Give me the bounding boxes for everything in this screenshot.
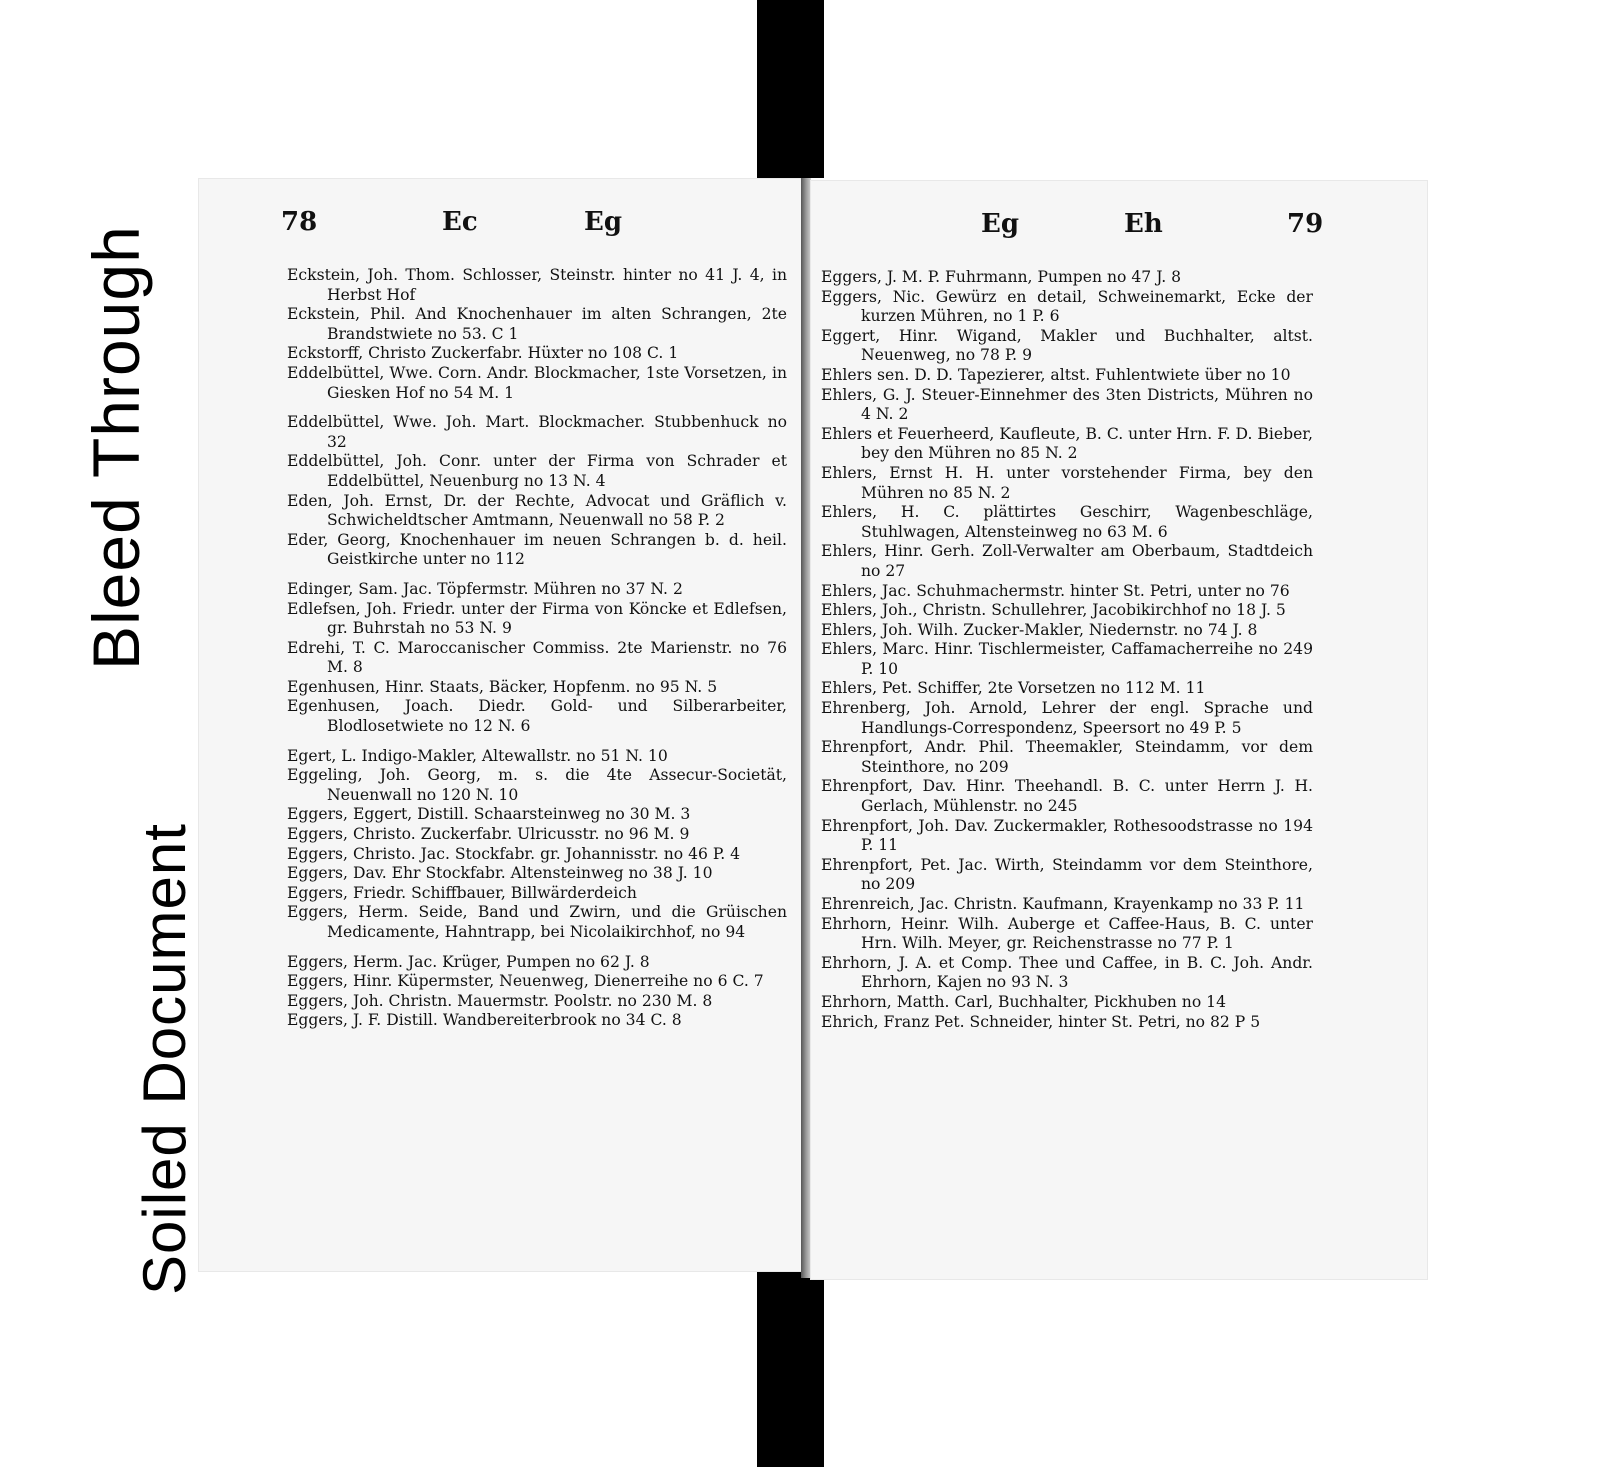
page-number-left: 78	[281, 207, 318, 237]
directory-entry: Eggers, Nic. Gewürz en detail, Schweinemarkt, Ecke der kurzen Mühren, no 1 P. 6	[821, 287, 1313, 326]
directory-entry: Ehrenreich, Jac. Christn. Kaufmann, Krayenkamp no 33 P. 11	[821, 895, 1305, 913]
directory-entry: Ehrenberg, Joh. Arnold, Lehrer der engl. Sprache und Handlungs-Correspondenz, Speersort no 49 P. 5	[821, 699, 1313, 737]
directory-entry: Eddelbüttel, Wwe. Corn. Andr. Blockmacher, 1ste Vorsetzen, in Giesken Hof no 54 M. 1	[287, 363, 787, 402]
directory-entry: Eggers, Herm. Jac. Krüger, Pumpen no 62 J. 8	[287, 952, 650, 971]
running-head-left-2: Eg	[584, 207, 622, 237]
directory-entry: Eggers, Herm. Seide, Band und Zwirn, und die Grüischen Medicamente, Hahntrapp, bei Nicolaikirchhof, no 94	[287, 903, 787, 941]
directory-entry: Ehrenpfort, Pet. Jac. Wirth, Steindamm vor dem Steinthore, no 209	[821, 855, 1313, 894]
directory-entry: Ehlers, G. J. Steuer-Einnehmer des 3ten Districts, Mühren no 4 N. 2	[821, 385, 1313, 424]
running-head-right-1: Eg	[981, 209, 1019, 239]
bleed-through-label: Bleed Through	[79, 225, 153, 670]
directory-entry: Edinger, Sam. Jac. Töpfermstr. Mühren no 37 N. 2	[287, 579, 683, 598]
directory-entry: Ehlers sen. D. D. Tapezierer, altst. Fuhlentwiete über no 10	[821, 365, 1291, 384]
directory-entry: Eckstein, Joh. Thom. Schlosser, Steinstr. hinter no 41 J. 4, in Herbst Hof	[287, 266, 787, 304]
directory-entry: Ehrhorn, Matth. Carl, Buchhalter, Pickhuben no 14	[821, 992, 1227, 1011]
running-head-right-2: Eh	[1124, 209, 1163, 239]
directory-entry: Eggers, J. M. P. Fuhrmann, Pumpen no 47 J. 8	[821, 268, 1182, 286]
directory-entry: Edlefsen, Joh. Friedr. unter der Firma von Köncke et Edlefsen, gr. Buhrstah no 53 N. 9	[287, 599, 787, 638]
directory-entry: Ehlers, Hinr. Gerh. Zoll-Verwalter am Oberbaum, Stadtdeich no 27	[821, 542, 1313, 580]
directory-entry: Eder, Georg, Knochenhauer im neuen Schrangen b. d. heil. Geistkirche unter no 112	[287, 530, 787, 569]
directory-entry: Ehlers, H. C. plättirtes Geschirr, Wagenbeschläge, Stuhlwagen, Altensteinweg no 63 M. 6	[821, 503, 1313, 541]
directory-entry: Ehlers, Jac. Schuhmachermstr. hinter St. Petri, unter no 76	[821, 581, 1290, 600]
directory-entry: Ehlers, Marc. Hinr. Tischlermeister, Caffamacherreihe no 249 P. 10	[821, 640, 1313, 678]
directory-entry: Ehrhorn, J. A. et Comp. Thee und Caffee, in B. C. Joh. Andr. Ehrhorn, Kajen no 93 N. 3	[821, 953, 1313, 992]
directory-entry: Eggers, Christo. Zuckerfabr. Ulricusstr. no 96 M. 9	[287, 825, 690, 844]
directory-entry: Eggers, Eggert, Distill. Schaarsteinweg no 30 M. 3	[287, 805, 691, 824]
directory-entry: Ehlers, Joh., Christn. Schullehrer, Jacobikirchhof no 18 J. 5	[821, 601, 1286, 620]
running-head-left-1: Ec	[442, 207, 478, 237]
binding-strip-top	[757, 0, 824, 178]
directory-entry: Ehrenpfort, Dav. Hinr. Theehandl. B. C. unter Herrn J. H. Gerlach, Mühlenstr. no 245	[821, 777, 1313, 816]
directory-entry: Eggers, Hinr. Küpermster, Neuenweg, Dienerreihe no 6 C. 7	[287, 972, 764, 991]
directory-entry: Ehlers et Feuerheerd, Kaufleute, B. C. unter Hrn. F. D. Bieber, bey den Mühren no 85 N. 2	[821, 424, 1313, 463]
directory-entry: Eden, Joh. Ernst, Dr. der Rechte, Advocat und Gräflich v. Schwicheldtscher Amtmann, Neuenwall no 58 P. 2	[287, 491, 787, 530]
directory-entry: Eggers, Joh. Christn. Mauermstr. Poolstr. no 230 M. 8	[287, 991, 713, 1010]
directory-entry: Egenhusen, Hinr. Staats, Bäcker, Hopfenm. no 95 N. 5	[287, 677, 718, 696]
entry-list-left	[287, 266, 787, 1031]
directory-entry: Eggers, Friedr. Schiffbauer, Billwärderdeich	[287, 883, 637, 902]
directory-entry: Edrehi, T. C. Maroccanischer Commiss. 2te Marienstr. no 76 M. 8	[287, 638, 787, 677]
directory-entry: Ehlers, Joh. Wilh. Zucker-Makler, Niedernstr. no 74 J. 8	[821, 620, 1258, 639]
left-page	[198, 178, 804, 1272]
page-number-right: 79	[1287, 209, 1324, 239]
directory-entry: Ehrhorn, Heinr. Wilh. Auberge et Caffee-Haus, B. C. unter Hrn. Wilh. Meyer, gr. Reichenstrasse no 77 P. 1	[821, 914, 1313, 953]
directory-entry: Eckstein, Phil. And Knochenhauer im alten Schrangen, 2te Brandstwiete no 53. C 1	[287, 305, 787, 343]
directory-entry: Egert, L. Indigo-Makler, Altewallstr. no 51 N. 10	[287, 746, 668, 765]
directory-entry: Eckstorff, Christo Zuckerfabr. Hüxter no 108 C. 1	[287, 344, 679, 363]
directory-entry: Ehrich, Franz Pet. Schneider, hinter St. Petri, no 82 P 5	[821, 1012, 1261, 1031]
directory-entry: Egenhusen, Joach. Diedr. Gold- und Silberarbeiter, Blodlosetwiete no 12 N. 6	[287, 697, 787, 736]
directory-entry: Eddelbüttel, Wwe. Joh. Mart. Blockmacher. Stubbenhuck no 32	[287, 413, 787, 451]
right-page	[810, 180, 1428, 1280]
directory-entry: Ehrenpfort, Joh. Dav. Zuckermakler, Rothesoodstrasse no 194 P. 11	[821, 816, 1313, 855]
directory-entry: Ehrenpfort, Andr. Phil. Theemakler, Steindamm, vor dem Steinthore, no 209	[821, 738, 1313, 776]
directory-entry: Eggert, Hinr. Wigand, Makler und Buchhalter, altst. Neuenweg, no 78 P. 9	[821, 326, 1313, 365]
directory-entry: Eggeling, Joh. Georg, m. s. die 4te Assecur-Societät, Neuenwall no 120 N. 10	[287, 766, 787, 804]
directory-entry: Eggers, J. F. Distill. Wandbereiterbrook no 34 C. 8	[287, 1011, 682, 1030]
directory-entry: Ehlers, Pet. Schiffer, 2te Vorsetzen no 112 M. 11	[821, 679, 1206, 698]
soiled-document-label: Soiled Document	[131, 823, 198, 1295]
directory-entry: Eggers, Dav. Ehr Stockfabr. Altensteinweg no 38 J. 10	[287, 864, 713, 883]
binding-strip-bottom	[757, 1270, 824, 1467]
entry-list-right	[821, 268, 1313, 1032]
directory-entry: Eddelbüttel, Joh. Conr. unter der Firma von Schrader et Eddelbüttel, Neuenburg no 13 N. 4	[287, 452, 787, 490]
directory-entry: Ehlers, Ernst H. H. unter vorstehender Firma, bey den Mühren no 85 N. 2	[821, 463, 1313, 502]
directory-entry: Eggers, Christo. Jac. Stockfabr. gr. Johannisstr. no 46 P. 4	[287, 844, 741, 863]
